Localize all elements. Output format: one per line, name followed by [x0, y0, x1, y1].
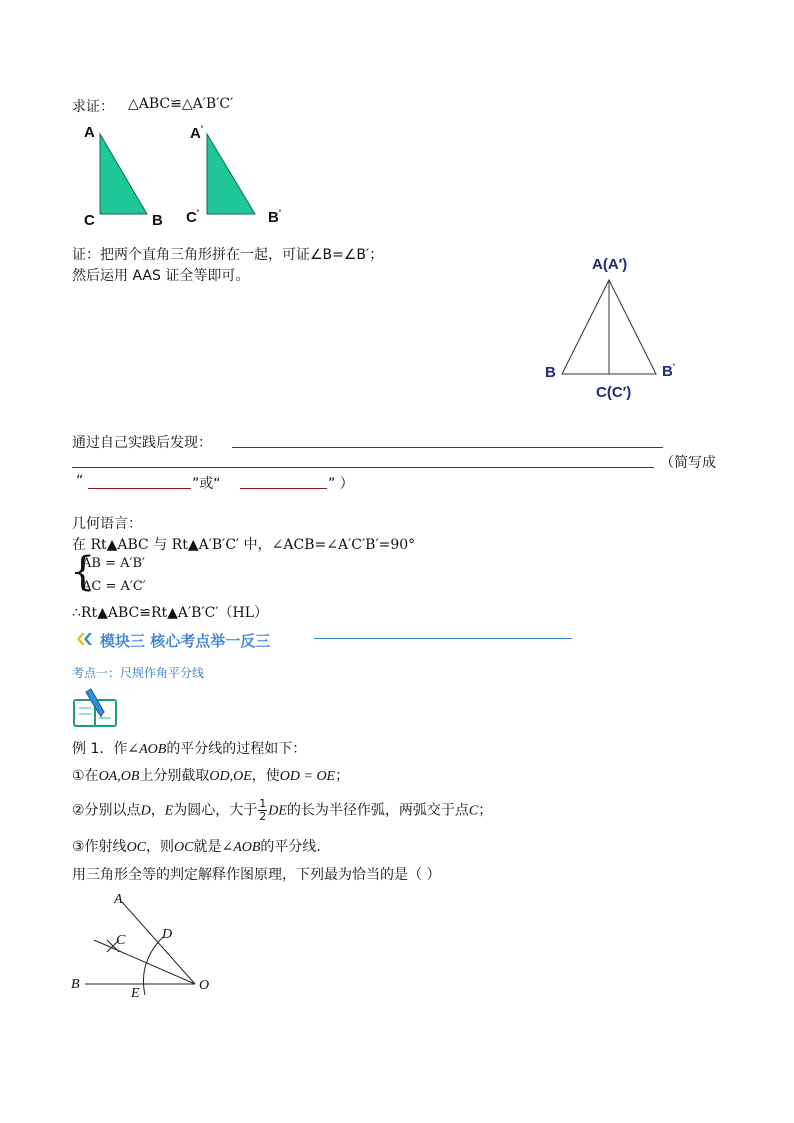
proof-line-1: 证：把两个直角三角形拼在一起，可证∠B=∠B′；	[72, 247, 384, 263]
double-chevron-icon	[76, 631, 98, 647]
triangle-abc	[100, 134, 147, 214]
module-divider	[314, 638, 572, 639]
t1-label-a: A	[84, 124, 95, 141]
t1-label-c: C	[84, 212, 95, 229]
point-e-label: E	[131, 986, 140, 1001]
iso-label-bottom: C(C′)	[596, 384, 632, 401]
abbrev-blank-2[interactable]	[240, 488, 327, 489]
discovery-blank-1[interactable]	[232, 447, 663, 448]
proof-goal-label: 求证：	[72, 99, 114, 115]
fraction-one-half: $\frac{1}{2}$	[259, 797, 267, 823]
equation-1: AB = A′B′	[82, 556, 145, 571]
iso-label-top: A(A′)	[592, 256, 628, 273]
t2-label-c: C'	[186, 208, 199, 226]
geometry-condition: 在 Rt▲ABC 与 Rt▲A′B′C′ 中，∠ACB=∠A′C′B′=90°	[72, 537, 416, 553]
triangle-a-prime-b-prime-c-prime	[207, 134, 255, 214]
discovery-suffix: （简写成	[660, 455, 716, 471]
geometry-heading: 几何语言：	[72, 516, 142, 532]
point-o-label: O	[199, 978, 210, 993]
point-d-label: D	[162, 927, 173, 942]
example-intro: 例 1．作∠AOB的平分线的过程如下：	[72, 741, 307, 757]
equation-2: AC = A′C′	[82, 579, 146, 594]
discovery-blank-2[interactable]	[72, 467, 654, 468]
module-title: 模块三 核心考点举一反三	[100, 632, 271, 650]
discovery-prefix: 通过自己实践后发现：	[72, 435, 212, 451]
quote-close-2: ” ）	[328, 476, 354, 492]
ray-oc	[94, 940, 195, 984]
example-question: 用三角形全等的判定解释作图原理，下列最为恰当的是（ ）	[72, 867, 441, 883]
proof-line-2: 然后运用 AAS 证全等即可。	[72, 268, 250, 284]
iso-label-right: B′	[662, 362, 676, 380]
iso-label-left: B	[545, 364, 556, 381]
quote-close-1: ”或“	[192, 476, 221, 492]
ray-oa	[122, 902, 195, 984]
proof-goal-statement: △ABC≌△A′B′C′	[128, 96, 234, 112]
point-b-label: B	[71, 977, 80, 992]
isosceles-figure	[550, 270, 670, 380]
geometry-conclusion: ∴Rt▲ABC≌Rt▲A′B′C′（HL）	[72, 605, 269, 621]
t2-label-b: B'	[268, 208, 281, 226]
example-step-3: ③作射线OC，则OC就是∠AOB的平分线．	[72, 839, 331, 855]
t1-label-b: B	[152, 212, 163, 229]
point-a-label: A	[114, 892, 123, 907]
point-c-label: C	[116, 933, 126, 948]
abbrev-blank-1[interactable]	[88, 488, 191, 489]
quote-open-1: “	[76, 473, 84, 489]
t2-label-a: A'	[190, 124, 203, 142]
book-pencil-icon	[72, 688, 118, 728]
example-step-2: ②分别以点D，E为圆心，大于 $\frac{1}{2}$ DE的长为半径作弧，两弧交于点C；	[72, 797, 493, 823]
example-step-1: ①在OA,OB上分别截取OD,OE，使OD = OE；	[72, 768, 350, 784]
kaodian-title: 考点一：尺规作角平分线	[72, 666, 205, 680]
left-brace: {	[70, 549, 96, 595]
